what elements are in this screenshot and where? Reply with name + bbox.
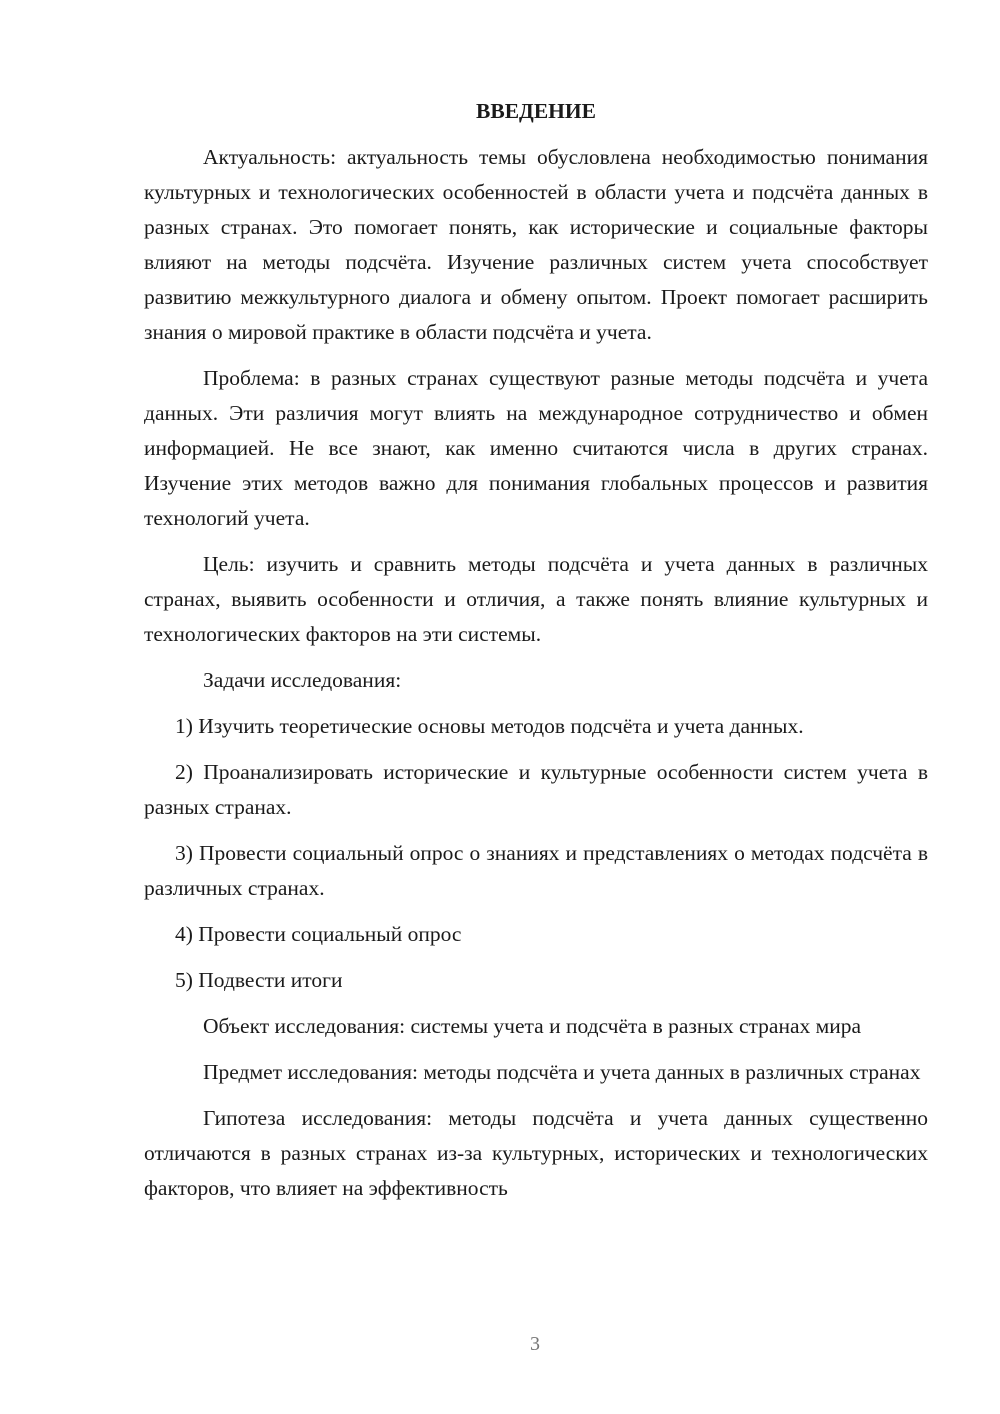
section-title: ВВЕДЕНИЕ bbox=[476, 99, 596, 123]
task-item-4: 4) Провести социальный опрос bbox=[175, 922, 462, 946]
task-item-1: 1) Изучить теоретические основы методов подсчёта и учета данных. bbox=[175, 714, 804, 738]
problem-paragraph: Проблема: в разных странах существуют разные методы подсчёта и учета данных. Эти различия могут влиять на международное сотрудничество и обмен информацией. Не все знают, как именно считаются числа в других странах. Изучение этих методов важно для понимания глобальных процессов и развития технологий учета. bbox=[144, 366, 928, 530]
task-item-2: 2) Проанализировать исторические и культурные особенности систем учета в разных странах. bbox=[144, 760, 928, 819]
page-number: 3 bbox=[530, 1333, 540, 1355]
task-item-3: 3) Провести социальный опрос о знаниях и представлениях о методах подсчёта в различных странах. bbox=[144, 841, 928, 900]
relevance-paragraph: Актуальность: актуальность темы обусловлена необходимостью понимания культурных и технологических особенностей в области учета и подсчёта данных в разных странах. Это помогает понять, как исторические и социальные факторы влияют на методы подсчёта. Изучение различных систем учета способствует развитию межкультурного диалога и обмену опытом. Проект помогает расширить знания о мировой практике в области подсчёта и учета. bbox=[144, 145, 928, 344]
document-page bbox=[144, 96, 928, 1217]
task-item-5: 5) Подвести итоги bbox=[175, 968, 343, 992]
tasks-heading: Задачи исследования: bbox=[203, 668, 402, 692]
goal-paragraph: Цель: изучить и сравнить методы подсчёта и учета данных в различных странах, выявить особенности и отличия, а также понять влияние культурных и технологических факторов на эти системы. bbox=[144, 552, 928, 646]
subject-paragraph: Предмет исследования: методы подсчёта и учета данных в различных странах bbox=[203, 1060, 921, 1084]
hypothesis-paragraph: Гипотеза исследования: методы подсчёта и учета данных существенно отличаются в разных странах из-за культурных, исторических и технологических факторов, что влияет на эффективность bbox=[144, 1106, 928, 1200]
object-paragraph: Объект исследования: системы учета и подсчёта в разных странах мира bbox=[203, 1014, 862, 1038]
